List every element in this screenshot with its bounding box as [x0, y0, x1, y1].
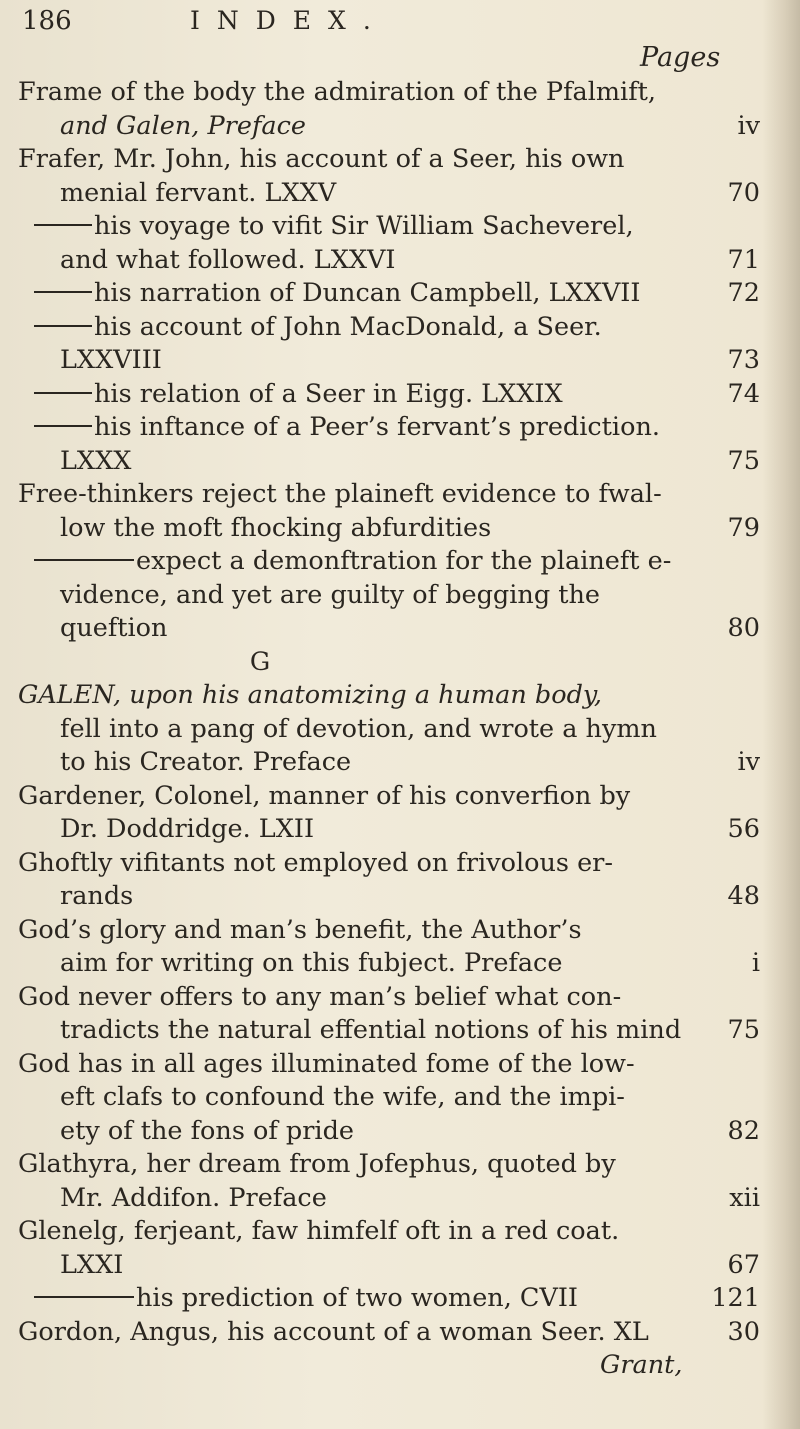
index-line: his voyage to vifit Sir William Sacheverel, [0, 210, 800, 244]
index-line: God has in all ages illuminated fome of the low- [18, 1048, 635, 1079]
index-line: low the moft fhocking abfurdities 79 [0, 512, 800, 546]
catchword-line [0, 1349, 800, 1383]
page-ref: 74 [727, 378, 760, 409]
page-ref: 67 [727, 1249, 760, 1280]
ditto-dash [34, 325, 92, 327]
index-line: eft clafs to confound the wife, and the impi- [60, 1082, 625, 1112]
page-ref: 56 [727, 814, 760, 844]
ditto-dash [34, 1296, 134, 1298]
page-ref: iv [737, 747, 760, 777]
index-line: Frame of the body the admiration of the Pfalmift, [18, 77, 656, 107]
index-line: Gordon, Angus, his account of a woman Seer. XL 30 [0, 1316, 800, 1350]
index-line: ety of the fons of pride 82 [0, 1115, 800, 1149]
section-letter: G [249, 646, 271, 677]
index-line: LXXVIII 73 [0, 344, 800, 378]
index-line: Mr. Addifon. Preface xii [0, 1182, 800, 1216]
index-line: menial fervant. LXXV 70 [0, 177, 800, 211]
ditto-dash [34, 425, 92, 427]
index-line: his inftance of a Peer’s fervant’s prediction. [0, 411, 800, 445]
page-title: INDEX. [190, 6, 388, 35]
index-line: his prediction of two women, CVII 121 [0, 1282, 800, 1316]
index-line: vidence, and yet are guilty of begging the [60, 579, 601, 610]
index-line: rands 48 [0, 880, 800, 914]
page-ref: 80 [727, 613, 760, 643]
catchword: Grant, [600, 1350, 683, 1380]
index-line: his account of John MacDonald, a Seer. [0, 311, 800, 345]
index-line: LXXX 75 [0, 445, 800, 479]
ditto-dash [34, 291, 92, 293]
page-ref: 79 [727, 512, 760, 543]
page-ref: iv [737, 110, 760, 141]
index-line: his relation of a Seer in Eigg. LXXIX 74 [0, 378, 800, 412]
pages-column-label: Pages [640, 42, 721, 73]
index-line: Glenelg, ferjeant, faw himfelf oft in a red coat. [18, 1216, 620, 1246]
page-ref: 75 [727, 445, 760, 476]
ditto-dash [34, 392, 92, 394]
index-line: LXXI 67 [0, 1249, 800, 1283]
index-line: God never offers to any man’s belief what con- [18, 981, 622, 1012]
page-ref: 70 [727, 177, 760, 208]
page-ref: 121 [711, 1283, 760, 1313]
page-ref: 71 [727, 244, 760, 275]
index-line: Free-thinkers reject the plaineft evidence to fwal- [18, 479, 662, 509]
page-ref: 48 [727, 881, 760, 911]
index-line: expect a demonftration for the plaineft e- [0, 545, 800, 579]
index-line: to his Creator. Preface iv [0, 746, 800, 780]
page-ref: 82 [727, 1115, 760, 1146]
index-line: Ghoftly vifitants not employed on frivolous er- [18, 847, 613, 878]
page-header [22, 6, 742, 46]
page-ref: 72 [727, 278, 760, 308]
index-line: and Galen, Preface iv [0, 110, 800, 144]
index-line: GALEN, upon his anatomizing a human body, [18, 680, 603, 710]
index-line: queftion 80 [0, 612, 800, 646]
index-entries [0, 76, 800, 1383]
index-line: Gardener, Colonel, manner of his converfion by [18, 780, 631, 811]
index-line: his narration of Duncan Campbell, LXXVII 72 [0, 277, 800, 311]
page-number: 186 [22, 6, 72, 36]
index-line: tradicts the natural effential notions of his mind 75 [0, 1014, 800, 1048]
index-line: and what followed. LXXVI 71 [0, 244, 800, 278]
page-ref: 30 [727, 1316, 760, 1347]
index-line: Glathyra, her dream from Jofephus, quoted by [18, 1149, 616, 1179]
index-line: God’s glory and man’s benefit, the Author’s [18, 914, 582, 945]
page-ref: 75 [727, 1015, 760, 1045]
page-ref: xii [729, 1182, 760, 1213]
index-line: Dr. Doddridge. LXII 56 [0, 813, 800, 847]
index-line: Frafer, Mr. John, his account of a Seer, his own [18, 144, 625, 174]
ditto-dash [34, 559, 134, 561]
page-ref: i [751, 948, 760, 978]
index-line: aim for writing on this fubject. Preface i [0, 947, 800, 981]
page-ref: 73 [727, 345, 760, 375]
index-line: fell into a pang of devotion, and wrote a hymn [60, 713, 657, 744]
ditto-dash [34, 224, 92, 226]
